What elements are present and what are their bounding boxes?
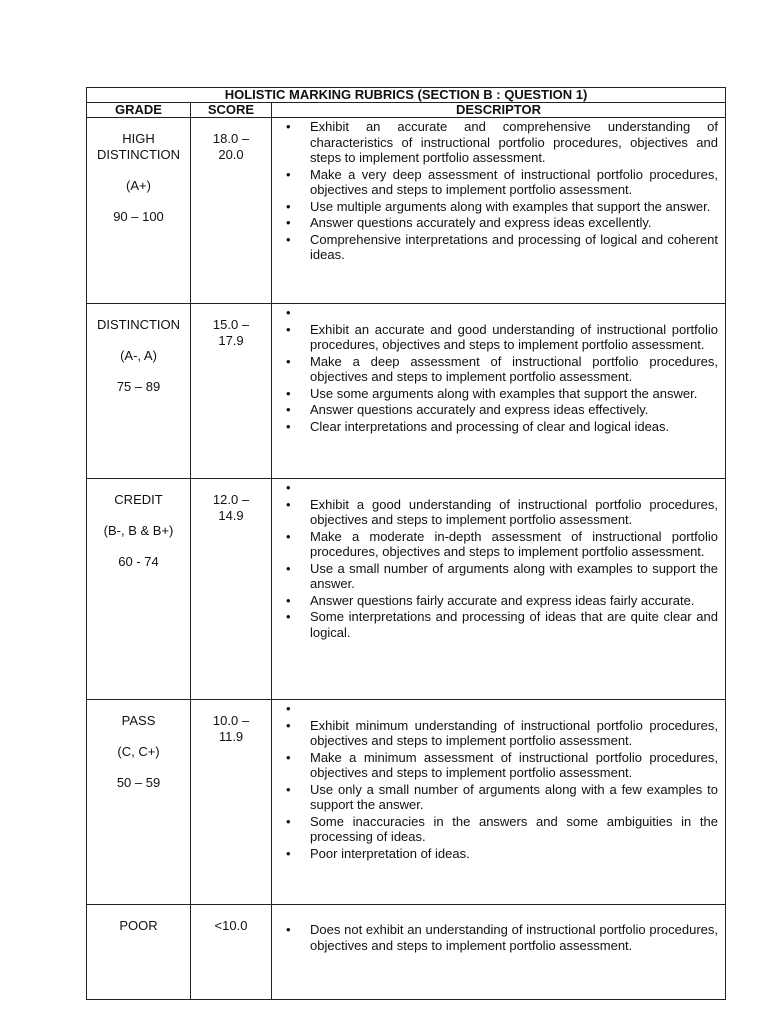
table-row [87, 479, 726, 700]
grade-letter: (B-, B & B+) [103, 523, 174, 538]
grade-cell [87, 304, 191, 479]
grade-name: POOR [119, 918, 158, 933]
descriptor-cell [272, 700, 726, 905]
score-cell [191, 304, 272, 479]
descriptor-item: • Exhibit minimum understanding of instructional portfolio procedures, objectives and steps to implement portfolio assessment. [272, 718, 718, 749]
score-value: 15.0 – 17.9 [212, 317, 250, 348]
grade-cell [87, 700, 191, 905]
table-title: HOLISTIC MARKING RUBRICS (SECTION B : QUESTION 1) [87, 88, 726, 103]
grade-name: HIGH DISTINCTION [96, 131, 181, 162]
grade-cell [87, 905, 191, 1000]
descriptor-item: • Some interpretations and processing of ideas that are quite clear and logical. [272, 609, 718, 640]
score-value: 18.0 – 20.0 [212, 131, 250, 162]
rubric-table [86, 87, 726, 1000]
descriptor-cell [272, 304, 726, 479]
grade-header: GRADE [87, 103, 191, 118]
grade-cell [87, 118, 191, 304]
descriptor-item: • Answer questions fairly accurate and express ideas fairly accurate. [272, 593, 718, 609]
table-row [87, 905, 726, 1000]
score-value: 12.0 – 14.9 [212, 492, 250, 523]
grade-letter: (A-, A) [120, 348, 157, 363]
descriptor-header: DESCRIPTOR [272, 103, 726, 118]
descriptor-item: • Comprehensive interpretations and processing of logical and coherent ideas. [272, 232, 718, 263]
descriptor-item: • Make a minimum assessment of instructional portfolio procedures, objectives and steps to implement portfolio assessment. [272, 750, 718, 781]
descriptor-cell [272, 479, 726, 700]
descriptor-item: • Make a very deep assessment of instructional portfolio procedures, objectives and steps to implement portfolio assessment. [272, 167, 718, 198]
grade-range: 75 – 89 [116, 379, 161, 394]
grade-range: 60 - 74 [118, 554, 159, 569]
descriptor-item [272, 480, 718, 496]
grade-letter: (A+) [126, 177, 151, 193]
descriptor-item: • Exhibit an accurate and comprehensive understanding of characteristics of instructional portfolio procedures, objectives and steps to implement portfolio assessment. [272, 119, 718, 166]
score-cell [191, 118, 272, 304]
descriptor-item: • Use some arguments along with examples that support the answer. [272, 386, 718, 402]
score-cell [191, 479, 272, 700]
descriptor-item: • Use multiple arguments along with examples that support the answer. [272, 199, 718, 215]
grade-name: CREDIT [114, 492, 163, 507]
grade-name: DISTINCTION [96, 317, 181, 332]
grade-name: PASS [121, 713, 156, 728]
descriptor-cell [272, 905, 726, 1000]
descriptor-item: • Does not exhibit an understanding of instructional portfolio procedures, objectives and steps to implement portfolio assessment. [272, 922, 718, 953]
descriptor-item: • Use a small number of arguments along with examples to support the answer. [272, 561, 718, 592]
score-value: <10.0 [214, 918, 248, 933]
descriptor-item [272, 701, 718, 717]
descriptor-item: • Answer questions accurately and express ideas effectively. [272, 402, 718, 418]
grade-range: 50 – 59 [116, 775, 161, 790]
descriptor-item: • Exhibit a good understanding of instructional portfolio procedures, objectives and steps to implement portfolio assessment. [272, 497, 718, 528]
descriptor-list [272, 305, 718, 434]
descriptor-list [272, 922, 718, 953]
table-row [87, 304, 726, 479]
score-cell [191, 905, 272, 1000]
descriptor-item [272, 305, 718, 321]
descriptor-list [272, 119, 718, 263]
grade-range: 90 – 100 [113, 208, 164, 224]
descriptor-item: • Some inaccuracies in the answers and some ambiguities in the processing of ideas. [272, 814, 718, 845]
descriptor-item: • Poor interpretation of ideas. [272, 846, 718, 862]
descriptor-item: • Answer questions accurately and express ideas excellently. [272, 215, 718, 231]
descriptor-item: • Clear interpretations and processing of clear and logical ideas. [272, 419, 718, 435]
descriptor-item: • Use only a small number of arguments along with a few examples to support the answer. [272, 782, 718, 813]
descriptor-list [272, 701, 718, 861]
grade-letter: (C, C+) [117, 744, 160, 759]
score-cell [191, 700, 272, 905]
descriptor-item: • Make a moderate in-depth assessment of instructional portfolio procedures, objectives and steps to implement portfolio assessment. [272, 529, 718, 560]
descriptor-item: • Make a deep assessment of instructional portfolio procedures, objectives and steps to implement portfolio assessment. [272, 354, 718, 385]
descriptor-list [272, 480, 718, 640]
descriptor-item: • Exhibit an accurate and good understanding of instructional portfolio procedures, objectives and steps to implement portfolio assessment. [272, 322, 718, 353]
table-row [87, 118, 726, 304]
score-header: SCORE [191, 103, 272, 118]
grade-cell [87, 479, 191, 700]
descriptor-cell [272, 118, 726, 304]
table-row [87, 700, 726, 905]
score-value: 10.0 – 11.9 [212, 713, 250, 744]
